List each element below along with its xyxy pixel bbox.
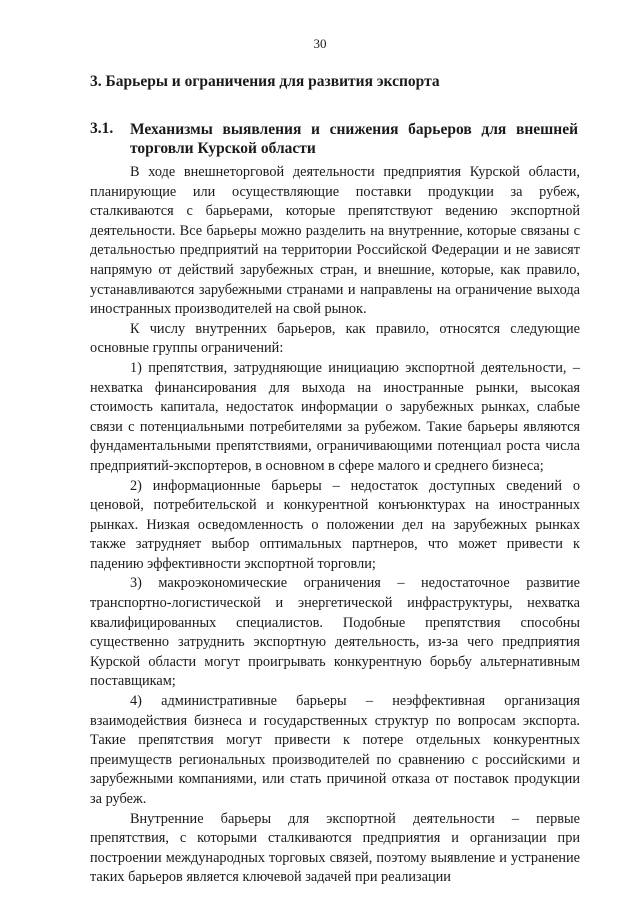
list-item-initiation-barriers: 1) препятствия, затрудняющие инициацию экспортной деятельности, – нехватка финансирования для выхода на иностранные рынки, высокая стоимость капитала, недостаток информации о зарубежных рынках, слабые связи с потенциальными потребителями за рубежом. Такие барьеры являются фундаментальными препятствиями, ограничивающими потенциал роста числа предприятий-экспортеров, в основном в сфере малого и среднего бизнеса; — [90, 359, 580, 474]
list-item-macroeconomic-barriers: 3) макроэкономические ограничения – недостаточное развитие транспортно-логистической и энергетической инфраструктуры, нехватка квалифицированных специалистов. Подобные препятствия способны существенно затруднить экспортную деятельность, из-за чего предприятия Курской области могут проигрывать конкурентную борьбу альтернативным поставщикам; — [90, 575, 580, 690]
section-heading: 3. Барьеры и ограничения для развития экспорта — [90, 73, 440, 90]
body-text — [90, 163, 580, 888]
paragraph-internal-barriers-lead: К числу внутренних барьеров, как правило, относятся следующие основные группы ограничений: — [90, 320, 580, 357]
page-number: 30 — [313, 36, 327, 51]
list-item-administrative-barriers: 4) административные барьеры – неэффективная организация взаимодействия бизнеса и государственных структур по вопросам экспорта. Такие препятствия могут привести к потере отдельных конкурентных преимуществ региональных производителей по сравнению с российскими и зарубежными компаниями, или стать причиной отказа от поставок продукции за рубеж. — [90, 693, 580, 807]
subsection-heading: Механизмы выявления и снижения барьеров для внешней торговли Курской области — [130, 121, 578, 157]
list-item-information-barriers: 2) информационные барьеры – недостаток доступных сведений о ценовой, потребительской и конкурентной конъюнктурах на иностранных рынках. Низкая осведомленность о положении дел на зарубежных рынках также затрудняет выбор оптимальных партнеров, что может привести к падению эффективности экспортной торговли; — [90, 477, 580, 572]
subsection-number: 3.1. — [90, 120, 114, 137]
paragraph-intro: В ходе внешнеторговой деятельности предприятия Курской области, планирующие или осуществляющие поставки продукции за рубеж, сталкиваются с барьерами, которые препятствуют ведению экспортной деятельности. Все барьеры можно разделить на внутренние, которые связаны с детальностью предприятий на территории Российской Федерации и не зависят напрямую от действий зарубежных стран, и внешние, которые, как правило, устанавливаются зарубежными странами и направлены на ограничение выхода иностранных производителей на свой рынок. — [90, 164, 580, 318]
paragraph-conclusion: Внутренние барьеры для экспортной деятельности – первые препятствия, с которыми сталкиваются предприятия и организации при построении международных торговых связей, поэтому выявление и устранение таких барьеров является ключевой задачей при реализации — [90, 810, 580, 886]
